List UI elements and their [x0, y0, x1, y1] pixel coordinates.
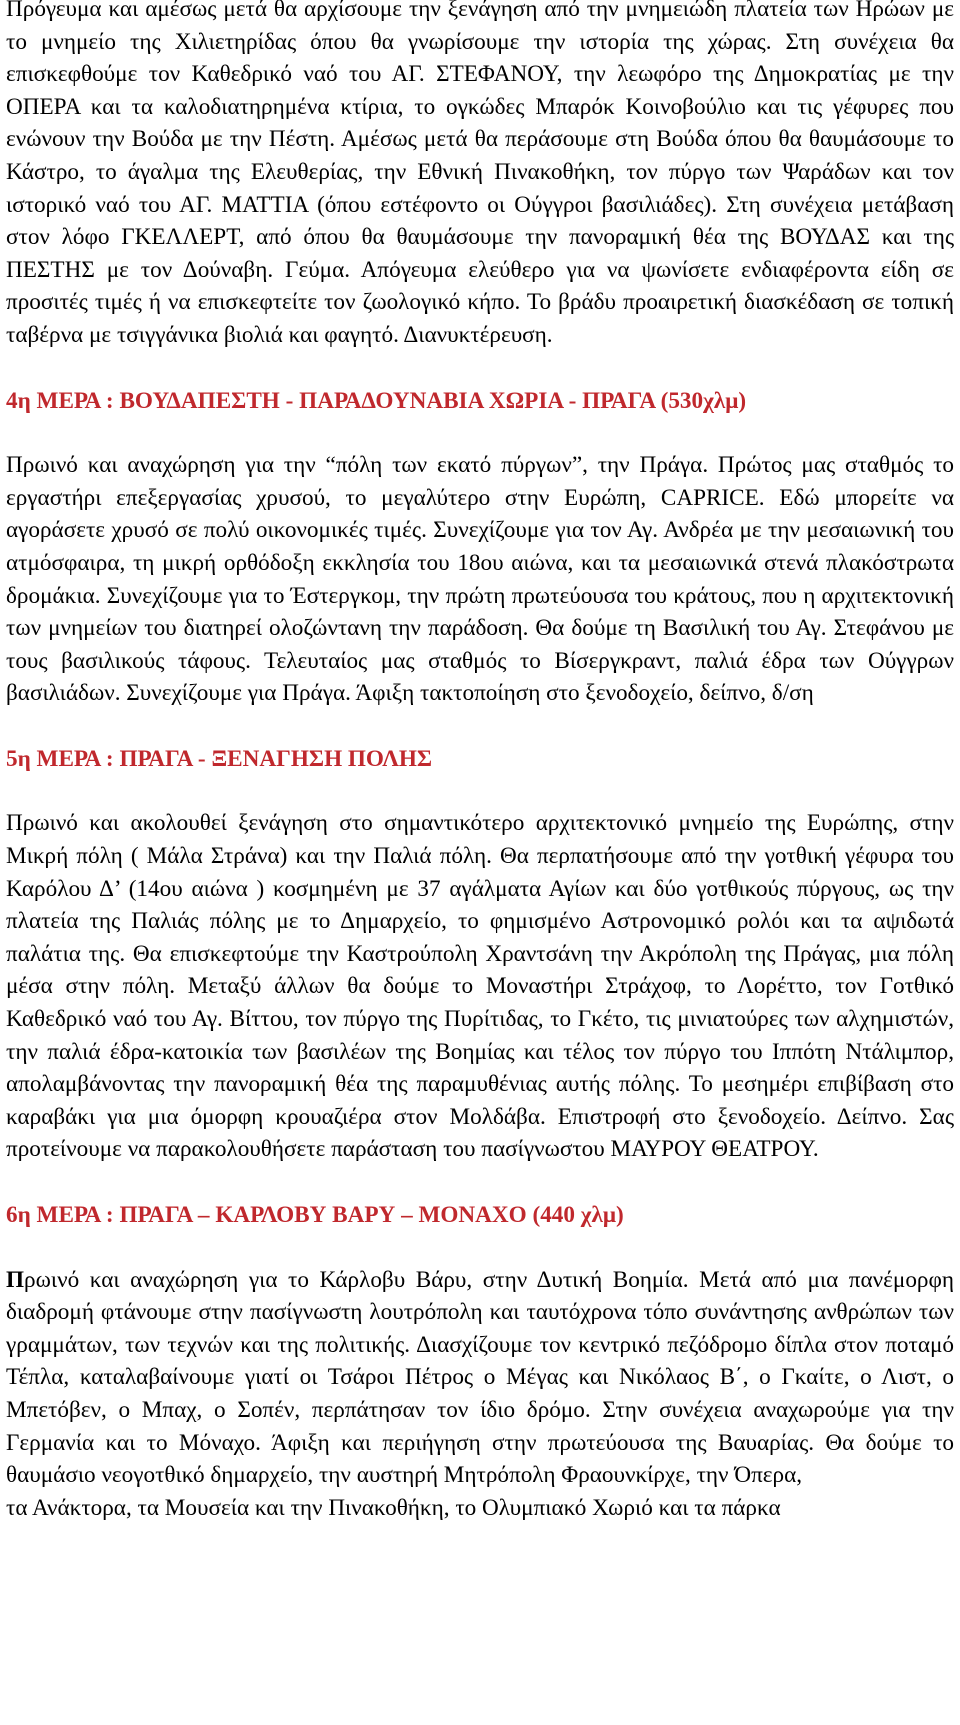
spacer [6, 710, 954, 743]
day6-paragraph [6, 1264, 954, 1492]
day6-initial: Π [6, 1266, 25, 1293]
day3-paragraph: Πρόγευμα και αμέσως μετά θα αρχίσουμε την ξενάγηση από την μνημειώδη πλατεία των Ηρώων με το μνημείο της Χιλιετηρίδας όπου θα γνωρίσουμε την ιστορία της χώρας. Στη συνέχεια θα επισκεφθούμε τον Καθεδρικό ναό του ΑΓ. ΣΤΕΦΑΝΟΥ, την λεωφόρο της Δημοκρατίας με την ΟΠΕΡΑ και τα καλοδιατηρημένα κτίρια, το ογκώδες Μπαρόκ Κοινοβούλιο και τις γέφυρες που ενώνουν την Βούδα με την Πέστη. Αμέσως μετά θα περάσουμε στη Βούδα όπου θα θαυμάσουμε το Κάστρο, το άγαλμα της Ελευθερίας, την Εθνική Πινακοθήκη, τον πύργο των Ψαράδων και τον ιστορικό ναό του ΑΓ. ΜΑΤΤΙΑ (όπου εστέφοντο οι Ούγγροι βασιλιάδες). Στη συνέχεια μετάβαση στον λόφο ΓΚΕΛΛΕΡΤ, από όπου θα θαυμάσουμε την πανοραμική θέα της ΒΟΥΔΑΣ και της ΠΕΣΤΗΣ με τον Δούναβη. Γεύμα. Απόγευμα ελεύθερο για να ψωνίσετε ενδιαφέροντα είδη σε προσιτές τιμές ή να επισκεφτείτε τον ζωολογικό κήπο. Το βράδυ προαιρετική διασκέδαση σε τοπική ταβέρνα με τσιγγάνικα βιολιά και φαγητό. Διανυκτέρευση. [6, 0, 954, 348]
cutoff-line [6, 1492, 954, 1521]
day6-cutoff-text: τα Ανάκτορα, τα Μουσεία και την Πινακοθήκη, το Ολυμπιακό Χωριό και τα πάρκα [6, 1494, 781, 1521]
spacer [6, 1232, 954, 1264]
day5-paragraph: Πρωινό και ακολουθεί ξενάγηση στο σημαντικότερο αρχιτεκτονικό μνημείο της Ευρώπης, στην Μικρή πόλη ( Μάλα Στράνα) και την Παλιά πόλη. Θα περπατήσουμε από την γοτθική γέφυρα του Καρόλου Δ’ (14ου αιώνα ) κοσμημένη με 37 αγάλματα Αγίων και δύο γοτθικούς πύργους, ως την πλατεία της Παλιάς πόλης με το Δημαρχείο, το φημισμένο Αστρονομικό ρολόι και τα αψιδωτά παλάτια της. Θα επισκεφτούμε την Καστρούπολη Χραντσάνη την Ακρόπολη της Πράγας, μια πόλη μέσα στην πόλη. Μεταξύ άλλων θα δούμε το Μοναστήρι Στράχοφ, το Λορέττο, τον Γοτθικό Καθεδρικό ναό του Αγ. Βίττου, τον πύργο της Πυρίτιδας, το Γκέτο, τις μινιατούρες των αλχημιστών, την παλιά έδρα-κατοικία των βασιλέων της Βοημίας και τέλος τον πύργο του Ιππότη Ντάλιμπορ, απολαμβάνοντας την πανοραμική θέα της παραμυθένιας αυτής πόλης. Το μεσημέρι επιβίβαση στο καραβάκι για μια όμορφη κρουαζιέρα στον Μολδάβα. Επιστροφή στο ξενοδοχείο. Δείπνο. Σας προτείνουμε να παρακολουθήσετε παράσταση του πασίγνωστου ΜΑΥΡΟΥ ΘΕΑΤΡΟΥ. [6, 810, 954, 1163]
spacer [6, 775, 954, 807]
day5-heading: 5η ΜΕΡΑ : ΠΡΑΓΑ - ΞΕΝΑΓΗΣΗ ΠΟΛΗΣ [6, 745, 433, 772]
spacer [6, 1166, 954, 1199]
day6-text: ρωινό και αναχώρηση για το Κάρλοβυ Βάρυ, στην Δυτική Βοημία. Μετά από μια πανέμορφη διαδρομή φτάνουμε στην πασίγνωστη λουτρόπολη και ταυτόχρονα τόπο συνάντησης ανθρώπων των γραμμάτων, των τεχνών και της πολιτικής. Διασχίζουμε τον κεντρικό πεζόδρομο δίπλα στον ποταμό Τέπλα, καταλαβαίνουμε γιατί οι Τσάροι Πέτρος ο Μέγας και Νικόλαος Β΄, ο Γκαίτε, ο Λιστ, ο Μπετόβεν, ο Μπαχ, ο Σοπέν, περπάτησαν τον ίδιο δρόμο. Στην συνέχεια αναχωρούμε για την Γερμανία και το Μόναχο. Άφιξη και περιήγηση στην πρωτεύουσα της Βαυαρίας. Θα δούμε το θαυμάσιο νεογοτθικό δημαρχείο, την αυστηρή Μητρόπολη Φραουνκίρχε, την Όπερα, [6, 1266, 954, 1489]
day4-paragraph: Πρωινό και αναχώρηση για την “πόλη των εκατό πύργων”, την Πράγα. Πρώτος μας σταθμός το εργαστήρι επεξεργασίας χρυσού, το μεγαλύτερο στην Ευρώπη, CAPRICE. Εδώ μπορείτε να αγοράσετε χρυσό σε πολύ οικονομικές τιμές. Συνεχίζουμε για τον Αγ. Ανδρέα με την μεσαιωνική του ατμόσφαιρα, τη μικρή ορθόδοξη εκκλησία του 18ου αιώνα, και τα μεσαιωνικά στενά πλακόστρωτα δρομάκια. Συνεχίζουμε για το Έστεργκομ, την πρώτη πρωτεύουσα του κράτους, που η αρχιτεκτονική των μνημείων του διατηρεί ολοζώντανη την παράδοση. Θα δούμε τη Βασιλική του Αγ. Στεφάνου με τους βασιλικούς τάφους. Τελευταίος μας σταθμός το Βίσεργκραντ, παλιά έδρα των Ούγγρων βασιλιάδων. Συνεχίζουμε για Πράγα. Άφιξη τακτοποίηση στο ξενοδοχείο, δείπνο, δ/ση [6, 452, 954, 707]
day6-heading: 6η ΜΕΡΑ : ΠΡΑΓΑ – ΚΑΡΛΟΒΥ ΒΑΡΥ – ΜΟΝΑΧΟ (440 χλμ) [6, 1202, 624, 1228]
day4-heading: 4η ΜΕΡΑ : ΒΟΥΔΑΠΕΣΤΗ - ΠΑΡΑΔΟΥΝΑΒΙΑ ΧΩΡΙΑ - ΠΡΑΓΑ (530χλμ) [6, 387, 747, 414]
document-page [6, 0, 954, 1521]
spacer [6, 352, 954, 385]
spacer [6, 417, 954, 449]
